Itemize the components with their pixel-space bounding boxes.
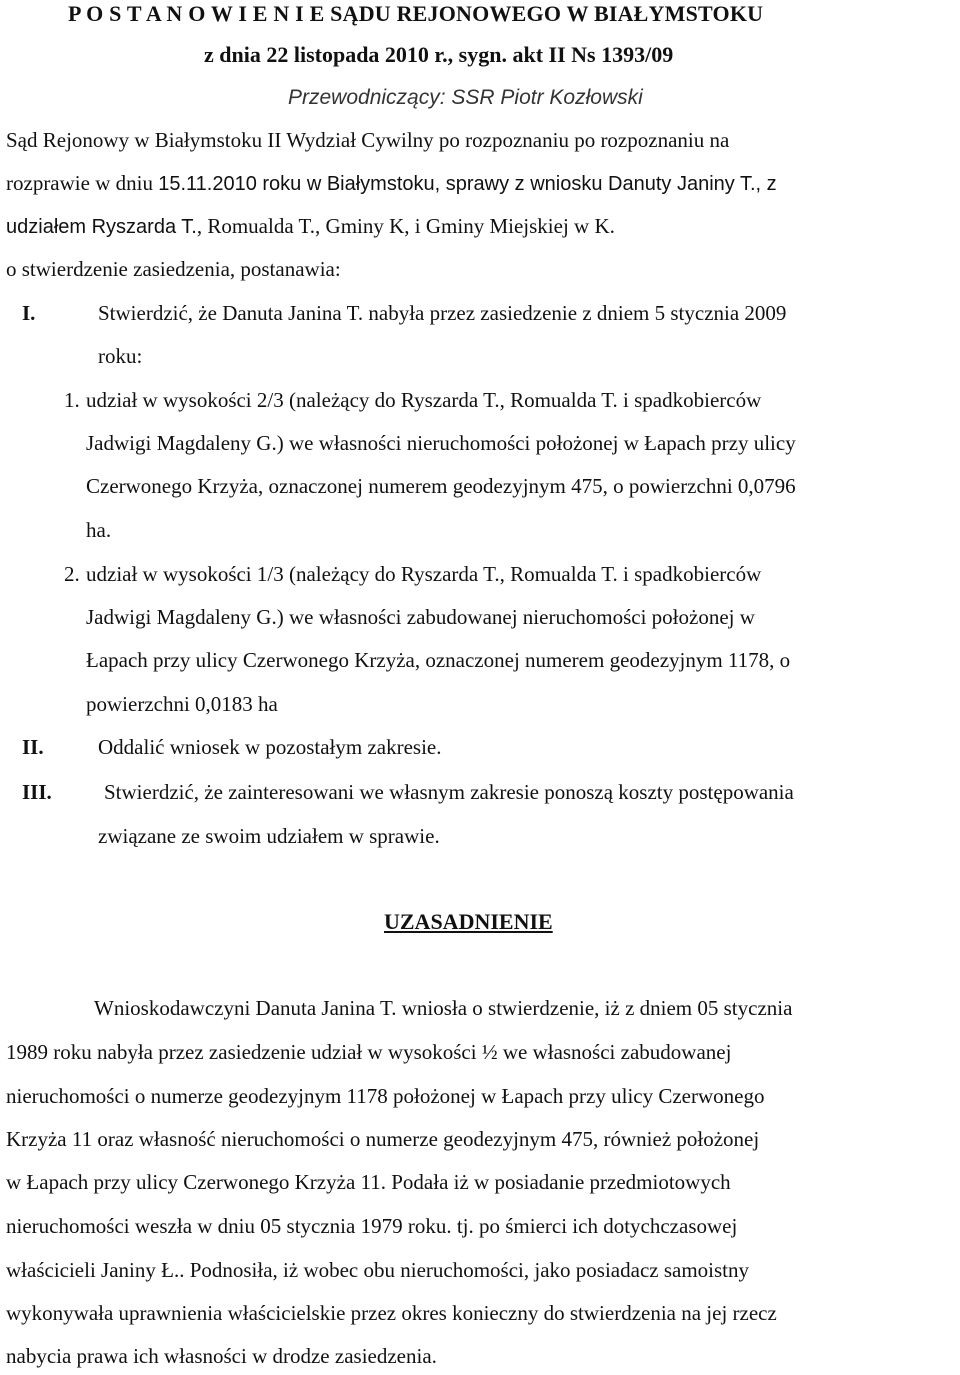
point-ii-number: II.: [22, 735, 44, 759]
subpoint-1-number: 1.: [64, 388, 80, 412]
subpoint-1-line-4: ha.: [86, 518, 112, 542]
intro-text: rozprawie w dniu: [6, 171, 159, 195]
point-iii-line-1: Stwierdzić, że zainteresowani we własnym zakresie ponoszą koszty postępowania: [104, 780, 794, 804]
subpoint-text: udział w wysokości 2/3 (należący do Ryszarda T., Romualda T. i spadkobierców: [86, 388, 762, 412]
subpoint-2-line-3: Łapach przy ulicy Czerwonego Krzyża, oznaczonej numerem geodezyjnym 1178, o: [86, 648, 791, 672]
point-i-line-2: roku:: [98, 344, 143, 368]
intro-line-2: [6, 173, 956, 194]
intro-line-1: [6, 130, 954, 151]
subpoint-1-line-3: Czerwonego Krzyża, oznaczonej numerem geodezyjnym 475, o powierzchni 0,0796: [86, 474, 796, 498]
subpoint-1-line-1: [86, 390, 954, 411]
justification-line-5: w Łapach przy ulicy Czerwonego Krzyża 11. Podała iż w posiadanie przedmiotowych: [6, 1170, 731, 1194]
document-title: P O S T A N O W I E N I E SĄDU REJONOWEGO W BIAŁYMSTOKU: [68, 1, 764, 26]
subpoint-2-line-1: udział w wysokości 1/3 (należący do Ryszarda T., Romualda T. i spadkobierców: [86, 562, 762, 586]
justification-line-6: nieruchomości weszła w dniu 05 stycznia 1979 roku. tj. po śmierci ich dotychczasowej: [6, 1214, 738, 1238]
intro-text: Sąd Rejonowy w Białymstoku II Wydział Cywilny po rozpoznaniu po rozpoznaniu na: [6, 128, 730, 152]
intro-text: , Romualda T., Gminy K, i Gminy Miejskiej w K.: [196, 214, 615, 238]
intro-text-sans: udziałem Ryszarda T.: [6, 216, 197, 238]
intro-line-3: [6, 216, 615, 237]
justification-line-9: nabycia prawa ich własności w drodze zasiedzenia.: [6, 1344, 437, 1368]
justification-line-4: Krzyża 11 oraz własność nieruchomości o numerze geodezyjnym 475, również położonej: [6, 1127, 760, 1151]
intro-line-4: o stwierdzenie zasiedzenia, postanawia:: [6, 257, 341, 281]
justification-line-2: 1989 roku nabyła przez zasiedzenie udział w wysokości ½ we własności zabudowanej: [6, 1040, 732, 1064]
justification-line-3: nieruchomości o numerze geodezyjnym 1178 położonej w Łapach przy ulicy Czerwonego: [6, 1084, 765, 1108]
point-iii-number: III.: [22, 780, 52, 804]
presiding-judge: Przewodniczący: SSR Piotr Kozłowski: [288, 86, 643, 109]
subpoint-2-line-2: Jadwigi Magdaleny G.) we własności zabudowanej nieruchomości położonej w: [86, 605, 755, 629]
justification-heading: UZASADNIENIE: [384, 909, 553, 934]
point-iii-line-2: związane ze swoim udziałem w sprawie.: [98, 824, 440, 848]
subpoint-2-number: 2.: [64, 562, 80, 586]
justification-line-8: wykonywała uprawnienia właścicielskie przez okres konieczny do stwierdzenia na jej rzecz: [6, 1301, 777, 1325]
justification-line-7: właścicieli Janiny Ł.. Podnosiła, iż wobec obu nieruchomości, jako posiadacz samoistny: [6, 1258, 749, 1282]
point-ii-text: Oddalić wniosek w pozostałym zakresie.: [98, 735, 442, 759]
point-i-line-1: Stwierdzić, że Danuta Janina T. nabyła przez zasiedzenie z dniem 5 stycznia 2009: [98, 301, 787, 325]
date-and-case-number: z dnia 22 listopada 2010 r., sygn. akt II Ns 1393/09: [204, 42, 674, 67]
point-i-number: I.: [22, 301, 36, 325]
justification-line-1: Wnioskodawczyni Danuta Janina T. wniosła o stwierdzenie, iż z dniem 05 stycznia: [94, 996, 793, 1020]
subpoint-1-line-2: Jadwigi Magdaleny G.) we własności nieruchomości położonej w Łapach przy ulicy: [86, 431, 796, 455]
subpoint-2-line-4: powierzchni 0,0183 ha: [86, 692, 278, 716]
intro-text-sans: 15.11.2010 roku w Białymstoku, sprawy z wniosku Danuty Janiny T., z: [158, 173, 777, 195]
